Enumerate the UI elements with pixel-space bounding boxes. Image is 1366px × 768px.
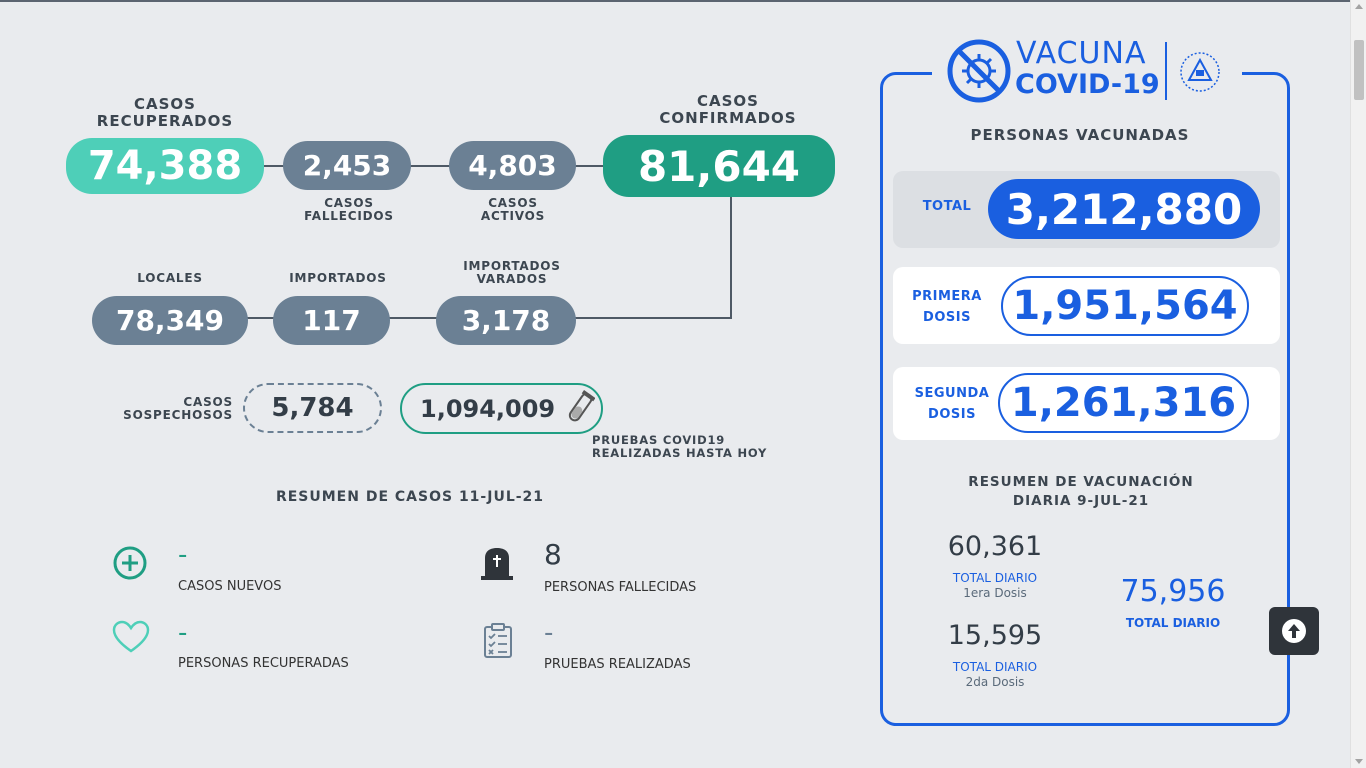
heart-icon bbox=[112, 620, 150, 654]
second-dose-label-line1: SEGUNDA bbox=[914, 386, 990, 401]
recovered-today-value: - bbox=[178, 618, 188, 648]
daily-title bbox=[920, 473, 1242, 511]
first-dose-value: 1,951,564 bbox=[1001, 276, 1249, 336]
top-border bbox=[0, 0, 1350, 2]
daily-first-value: 60,361 bbox=[947, 531, 1043, 562]
imported-stranded-value: 3,178 bbox=[436, 296, 576, 345]
daily-title-line1: RESUMEN DE VACUNACIÓN bbox=[968, 474, 1194, 490]
imported-label: IMPORTADOS bbox=[289, 271, 387, 285]
plus-circle-icon bbox=[113, 546, 147, 580]
deaths-today-label: PERSONAS FALLECIDAS bbox=[544, 580, 697, 595]
daily-second-value: 15,595 bbox=[947, 620, 1043, 651]
deaths-today-value: 8 bbox=[544, 538, 562, 571]
suspected-label-line1: CASOS bbox=[183, 395, 233, 409]
daily-second-label bbox=[925, 660, 1065, 690]
active-value: 4,803 bbox=[449, 141, 576, 190]
recovered-label bbox=[90, 96, 240, 130]
suspected-label-line2: SOSPECHOSOS bbox=[123, 408, 233, 422]
daily-total-label: TOTAL DIARIO bbox=[1125, 616, 1221, 630]
daily-first-label-line1: TOTAL DIARIO bbox=[952, 571, 1038, 585]
scroll-down-arrow[interactable] bbox=[1355, 759, 1363, 764]
coat-of-arms-icon bbox=[1178, 50, 1222, 94]
active-label-line2: ACTIVOS bbox=[480, 209, 546, 223]
daily-first-label bbox=[925, 571, 1065, 601]
recovered-label-line2: RECUPERADOS bbox=[96, 112, 234, 130]
daily-title-line2: DIARIA 9-JUL-21 bbox=[1012, 493, 1150, 509]
daily-total-value: 75,956 bbox=[1120, 574, 1226, 609]
scroll-thumb[interactable] bbox=[1354, 40, 1364, 100]
test-tube-icon bbox=[565, 389, 595, 427]
tests-today-value: - bbox=[544, 618, 554, 648]
page-scrollbar[interactable] bbox=[1350, 0, 1366, 768]
confirmed-label bbox=[648, 93, 808, 127]
vaccinated-title: PERSONAS VACUNADAS bbox=[970, 126, 1190, 144]
imported-stranded-label-line2: VARADOS bbox=[476, 272, 548, 286]
deceased-value: 2,453 bbox=[283, 141, 411, 190]
deceased-label bbox=[289, 197, 409, 223]
first-dose-label bbox=[905, 286, 989, 328]
vaccine-logo-line1: VACUNA bbox=[1016, 36, 1147, 71]
suspected-value: 5,784 bbox=[243, 383, 382, 433]
tests-label-line1: PRUEBAS COVID19 bbox=[592, 433, 726, 447]
active-label-line1: CASOS bbox=[488, 196, 538, 210]
arrow-up-circle-icon bbox=[1281, 618, 1307, 644]
tests-today-label: PRUEBAS REALIZADAS bbox=[544, 657, 691, 672]
recovered-label-line1: CASOS bbox=[134, 95, 196, 113]
back-to-top-button[interactable] bbox=[1269, 607, 1319, 655]
first-dose-label-line2: DOSIS bbox=[923, 310, 971, 325]
clipboard-icon bbox=[482, 622, 514, 660]
first-dose-label-line1: PRIMERA bbox=[912, 289, 982, 304]
daily-first-label-line2: 1era Dosis bbox=[963, 586, 1027, 600]
second-dose-label bbox=[905, 383, 999, 425]
logo-divider bbox=[1165, 42, 1167, 100]
suspected-label bbox=[118, 396, 233, 422]
tests-label bbox=[592, 434, 792, 460]
summary-title: RESUMEN DE CASOS 11-JUL-21 bbox=[275, 489, 545, 505]
confirmed-label-line2: CONFIRMADOS bbox=[659, 109, 797, 127]
virus-crossed-icon bbox=[946, 38, 1012, 104]
tombstone-icon bbox=[480, 546, 514, 582]
tests-label-line2: REALIZADAS HASTA HOY bbox=[592, 446, 768, 460]
daily-second-label-line2: 2da Dosis bbox=[965, 675, 1025, 689]
local-value: 78,349 bbox=[92, 296, 248, 345]
daily-second-label-line1: TOTAL DIARIO bbox=[952, 660, 1038, 674]
confirmed-value: 81,644 bbox=[603, 135, 835, 197]
imported-value: 117 bbox=[273, 296, 390, 345]
imported-stranded-label-line1: IMPORTADOS bbox=[463, 259, 561, 273]
new-cases-value: - bbox=[178, 540, 188, 570]
scroll-up-arrow[interactable] bbox=[1355, 4, 1363, 9]
new-cases-label: CASOS NUEVOS bbox=[178, 579, 282, 594]
tests-value: 1,094,009 bbox=[420, 394, 556, 423]
second-dose-value: 1,261,316 bbox=[998, 373, 1249, 433]
imported-stranded-label bbox=[447, 260, 577, 286]
recovered-today-label: PERSONAS RECUPERADAS bbox=[178, 656, 349, 671]
total-label: TOTAL bbox=[922, 199, 972, 214]
recovered-value: 74,388 bbox=[66, 138, 264, 194]
connector-vertical bbox=[730, 195, 732, 318]
second-dose-label-line2: DOSIS bbox=[928, 407, 976, 422]
vaccine-logo-line2: COVID-19 bbox=[1015, 69, 1160, 100]
local-label: LOCALES bbox=[137, 271, 203, 285]
deceased-label-line2: FALLECIDOS bbox=[304, 209, 394, 223]
deceased-label-line1: CASOS bbox=[324, 196, 374, 210]
active-label bbox=[453, 197, 573, 223]
total-value: 3,212,880 bbox=[988, 179, 1260, 239]
confirmed-label-line1: CASOS bbox=[697, 92, 759, 110]
